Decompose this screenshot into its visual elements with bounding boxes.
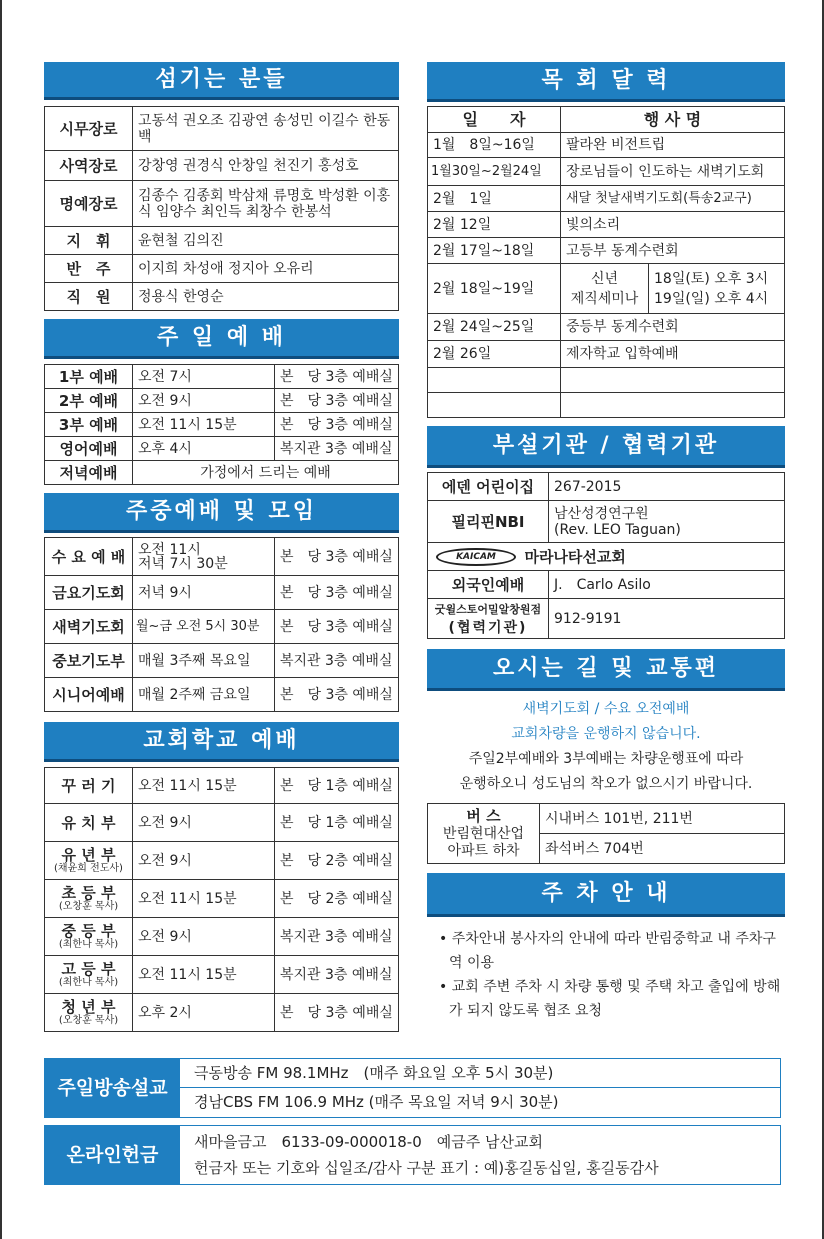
table-row (428, 543, 785, 571)
meeting-place: 본 당 3층 예배실 (275, 538, 399, 576)
meeting-name: 금요기도회 (45, 576, 133, 610)
offering-line: 헌금자 또는 기호와 십일조/감사 구분 표기 : 예)홍길동십일, 홍길동감사 (194, 1159, 659, 1177)
event-name: 새달 첫날새벽기도회(특송2교구) (561, 186, 785, 212)
event-detail-line: 19일(일) 오후 4시 (654, 290, 769, 307)
affiliate-value: J. Carlo Asilo (549, 571, 785, 599)
service-time: 오전 9시 (133, 389, 275, 413)
event-name: 중등부 동계수련회 (561, 314, 785, 341)
event-header: 행 사 명 (561, 107, 785, 133)
class-name (45, 842, 133, 880)
sunday-title: 주 일 예 배 (157, 325, 286, 350)
table-row (45, 678, 399, 712)
meeting-name: 시니어예배 (45, 678, 133, 712)
meeting-place: 본 당 3층 예배실 (275, 576, 399, 610)
bus-table (427, 803, 785, 864)
row-value: 이지희 차성애 정지아 오유리 (133, 255, 399, 283)
offering-label: 온라인헌금 (45, 1126, 180, 1184)
table-row (45, 461, 399, 485)
table-row (45, 227, 399, 255)
goodwill-name: 굿윌스토어밀알창원점 (434, 603, 542, 616)
row-label: 지 휘 (45, 227, 133, 255)
table-row (428, 264, 785, 314)
event-date: 2월 17일~18일 (428, 238, 561, 264)
calendar-table (427, 106, 785, 418)
table-row (45, 151, 399, 181)
class-name (45, 804, 133, 842)
left-column (44, 62, 399, 1032)
bus-stop: 반림현대산업 (442, 825, 525, 842)
event-detail-line: 18일(토) 오후 3시 (654, 270, 769, 287)
weekday-table (44, 537, 399, 712)
parking-banner (427, 873, 785, 917)
affiliate-value: 267-2015 (549, 473, 785, 501)
calendar-title: 목 회 달 력 (541, 68, 671, 93)
event-date: 1월 8일~16일 (428, 133, 561, 158)
table-row (45, 644, 399, 678)
table-row (45, 538, 399, 576)
meeting-place: 본 당 3층 예배실 (275, 610, 399, 644)
table-row (45, 956, 399, 994)
service-note: 가정에서 드리는 예배 (133, 461, 399, 485)
broadcast-line: 경남CBS FM 106.9 MHz (매주 목요일 저녁 9시 30분) (194, 1093, 559, 1111)
school-title: 교회학교 예배 (143, 728, 300, 753)
class-place: 본 당 2층 예배실 (275, 880, 399, 918)
class-label: 꾸 러 기 (61, 776, 116, 795)
meeting-place: 본 당 3층 예배실 (275, 678, 399, 712)
affiliate-name: 필리핀NBI (428, 501, 549, 543)
affiliate-value: 남산성경연구원 (Rev. LEO Taguan) (549, 501, 785, 543)
table-row (428, 212, 785, 238)
affiliate-name (428, 599, 549, 639)
table-row (45, 918, 399, 956)
event-name (561, 264, 649, 314)
event-name: 고등부 동계수련회 (561, 238, 785, 264)
sunday-table (44, 364, 399, 485)
class-place: 복지관 3층 예배실 (275, 956, 399, 994)
table-row (428, 571, 785, 599)
row-label: 반 주 (45, 255, 133, 283)
class-place: 본 당 3층 예배실 (275, 994, 399, 1032)
table-row (45, 181, 399, 227)
class-teacher: (최한나 목사) (58, 977, 119, 988)
meeting-time: 오전 11시 저녁 7시 30분 (133, 538, 275, 576)
event-date: 2월 24일~25일 (428, 314, 561, 341)
table-row (45, 994, 399, 1032)
calendar-banner (427, 62, 785, 102)
table-row (428, 501, 785, 543)
table-row (428, 186, 785, 212)
class-name (45, 956, 133, 994)
class-time: 오전 11시 15분 (133, 768, 275, 804)
service-time: 오전 11시 15분 (133, 413, 275, 437)
servants-title: 섬기는 분들 (155, 67, 288, 92)
event-title-line: 제직세미나 (570, 290, 639, 307)
service-place: 복지관 3층 예배실 (275, 437, 399, 461)
parking-item-text: 교회 주변 주차 시 차량 통행 및 주택 차고 출입에 방해가 되지 않도록 협조 요청 (449, 979, 781, 1019)
parking-title: 주 차 안 내 (541, 881, 671, 906)
affiliate-name: 에덴 어린이집 (428, 473, 549, 501)
servants-table (44, 106, 399, 311)
row-value: 강창영 권경식 안창일 천진기 홍성호 (133, 151, 399, 181)
table-row (428, 599, 785, 639)
meeting-time: 매월 3주째 목요일 (133, 644, 275, 678)
class-label: 고 등 부 (61, 960, 116, 978)
parking-list (427, 927, 785, 1023)
offering-line: 새마을금고 6133-09-000018-0 예금주 남산교회 (194, 1133, 543, 1151)
class-time: 오후 2시 (133, 994, 275, 1032)
event-date: 1월30일~2월24일 (428, 158, 561, 186)
event-date: 2월 18일~19일 (428, 264, 561, 314)
kaicam-name: 마라나타선교회 (524, 547, 626, 566)
class-time: 오전 11시 15분 (133, 880, 275, 918)
right-column (427, 62, 785, 1023)
school-banner (44, 722, 399, 762)
row-label: 명예장로 (45, 181, 133, 227)
table-row (45, 880, 399, 918)
event-date: 2월 12일 (428, 212, 561, 238)
affiliates-banner (427, 426, 785, 468)
class-time: 오전 9시 (133, 918, 275, 956)
table-row (428, 133, 785, 158)
class-label: 청 년 부 (61, 998, 116, 1016)
class-teacher: (오창훈 목사) (58, 901, 119, 912)
row-value: 윤현철 김의진 (133, 227, 399, 255)
row-label: 시무장로 (45, 107, 133, 151)
table-row (45, 283, 399, 311)
event-date (428, 368, 561, 393)
table-row (45, 255, 399, 283)
weekday-title: 주중예배 및 모임 (125, 499, 318, 524)
service-place: 본 당 3층 예배실 (275, 365, 399, 389)
meeting-place: 복지관 3층 예배실 (275, 644, 399, 678)
event-name: 장로님들이 인도하는 새벽기도회 (561, 158, 785, 186)
school-table (44, 767, 399, 1032)
service-name: 영어예배 (45, 437, 133, 461)
event-name: 빛의소리 (561, 212, 785, 238)
table-row (45, 576, 399, 610)
meeting-name: 수 요 예 배 (45, 538, 133, 576)
event-date: 2월 26일 (428, 341, 561, 368)
affiliates-table (427, 472, 785, 639)
notice-line: 새벽기도회 / 수요 오전예배 (522, 701, 690, 717)
event-name: 제자학교 입학예배 (561, 341, 785, 368)
parking-item-text: 주차안내 봉사자의 안내에 따라 반림중학교 내 주차구역 이용 (449, 931, 776, 971)
row-label: 사역장로 (45, 151, 133, 181)
class-teacher: (채윤희 전도사) (54, 863, 123, 874)
table-row (428, 314, 785, 341)
table-row (428, 238, 785, 264)
service-name: 1부 예배 (45, 365, 133, 389)
class-place: 본 당 2층 예배실 (275, 842, 399, 880)
kaicam-logo: KAICAM (436, 548, 516, 566)
affiliate-value: 912-9191 (549, 599, 785, 639)
class-place: 본 당 1층 예배실 (275, 804, 399, 842)
meeting-name: 새벽기도회 (45, 610, 133, 644)
kaicam-row (428, 543, 785, 571)
table-row (45, 437, 399, 461)
weekday-banner (44, 493, 399, 533)
service-time: 오전 7시 (133, 365, 275, 389)
event-detail (649, 264, 785, 314)
class-name (45, 880, 133, 918)
bus-route: 좌석버스 704번 (540, 834, 785, 864)
directions-banner (427, 649, 785, 691)
table-row (45, 413, 399, 437)
directions-title: 오시는 길 및 교통편 (493, 656, 719, 681)
list-item: • 교회 주변 주차 시 차량 통행 및 주택 차고 출입에 방해가 되지 않도록 협조 요청 (439, 979, 781, 1019)
meeting-name: 중보기도부 (45, 644, 133, 678)
table-row (45, 365, 399, 389)
bus-stop: 아파트 하차 (447, 842, 520, 859)
class-teacher: (최한나 목사) (58, 939, 119, 950)
class-time: 오전 9시 (133, 804, 275, 842)
bus-route: 시내버스 101번, 211번 (540, 804, 785, 834)
table-row (45, 768, 399, 804)
event-title-line: 신년 (590, 270, 619, 287)
table-row (428, 341, 785, 368)
meeting-time: 월~금 오전 5시 30분 (133, 610, 275, 644)
class-place: 복지관 3층 예배실 (275, 918, 399, 956)
table-row (428, 158, 785, 186)
broadcast-label: 주일방송설교 (45, 1059, 180, 1117)
table-row (45, 842, 399, 880)
goodwill-subname: (협력기관) (448, 620, 528, 636)
directions-text: 주일2부예배와 3부예배는 차량운행표에 따라 (468, 751, 744, 767)
class-label: 유 년 부 (61, 846, 116, 864)
table-row (428, 473, 785, 501)
row-value: 김종수 김종회 박삼채 류명호 박성환 이홍식 임양수 최인득 최창수 한봉석 (133, 181, 399, 227)
broadcast-line: 극동방송 FM 98.1MHz (매주 화요일 오후 5시 30분) (180, 1059, 780, 1088)
table-row (45, 389, 399, 413)
service-name: 2부 예배 (45, 389, 133, 413)
class-teacher: (오창훈 목사) (58, 1015, 119, 1026)
class-label: 유 치 부 (61, 813, 116, 832)
row-label: 직 원 (45, 283, 133, 311)
sunday-banner (44, 319, 399, 359)
table-row (428, 804, 785, 834)
directions-notice (427, 697, 785, 797)
table-row (45, 610, 399, 644)
class-label: 중 등 부 (61, 922, 116, 940)
list-item: • 주차안내 봉사자의 안내에 따라 반림중학교 내 주차구역 이용 (439, 931, 776, 971)
class-place: 본 당 1층 예배실 (275, 768, 399, 804)
broadcast-box (44, 1058, 781, 1118)
offering-box (44, 1125, 781, 1185)
class-time: 오전 11시 15분 (133, 956, 275, 994)
service-name: 3부 예배 (45, 413, 133, 437)
row-value: 고동석 권오조 김광연 송성민 이길수 한동백 (133, 107, 399, 151)
table-row (428, 393, 785, 418)
date-header: 일 자 (428, 107, 561, 133)
affiliates-title: 부설기관 / 협력기관 (492, 433, 720, 458)
table-row (45, 804, 399, 842)
service-place: 본 당 3층 예배실 (275, 389, 399, 413)
table-row (45, 107, 399, 151)
bus-label: 버 스 (466, 806, 501, 825)
service-name: 저녁예배 (45, 461, 133, 485)
service-place: 본 당 3층 예배실 (275, 413, 399, 437)
class-name (45, 768, 133, 804)
class-name (45, 994, 133, 1032)
notice-line: 교회차량을 운행하지 않습니다. (511, 726, 701, 742)
meeting-time: 저녁 9시 (133, 576, 275, 610)
servants-banner (44, 62, 399, 100)
class-name (45, 918, 133, 956)
service-time: 오후 4시 (133, 437, 275, 461)
directions-text: 운행하오니 성도님의 착오가 없으시기 바랍니다. (459, 776, 753, 792)
row-value: 정용식 한영순 (133, 283, 399, 311)
event-name (561, 393, 785, 418)
class-label: 초 등 부 (61, 884, 116, 902)
event-name: 팔라완 비전트립 (561, 133, 785, 158)
meeting-time: 매월 2주째 금요일 (133, 678, 275, 712)
calendar-header (428, 107, 785, 133)
table-row (428, 368, 785, 393)
event-date: 2월 1일 (428, 186, 561, 212)
class-time: 오전 9시 (133, 842, 275, 880)
event-name (561, 368, 785, 393)
affiliate-name: 외국인예배 (428, 571, 549, 599)
event-date (428, 393, 561, 418)
bus-label-cell (428, 804, 540, 864)
